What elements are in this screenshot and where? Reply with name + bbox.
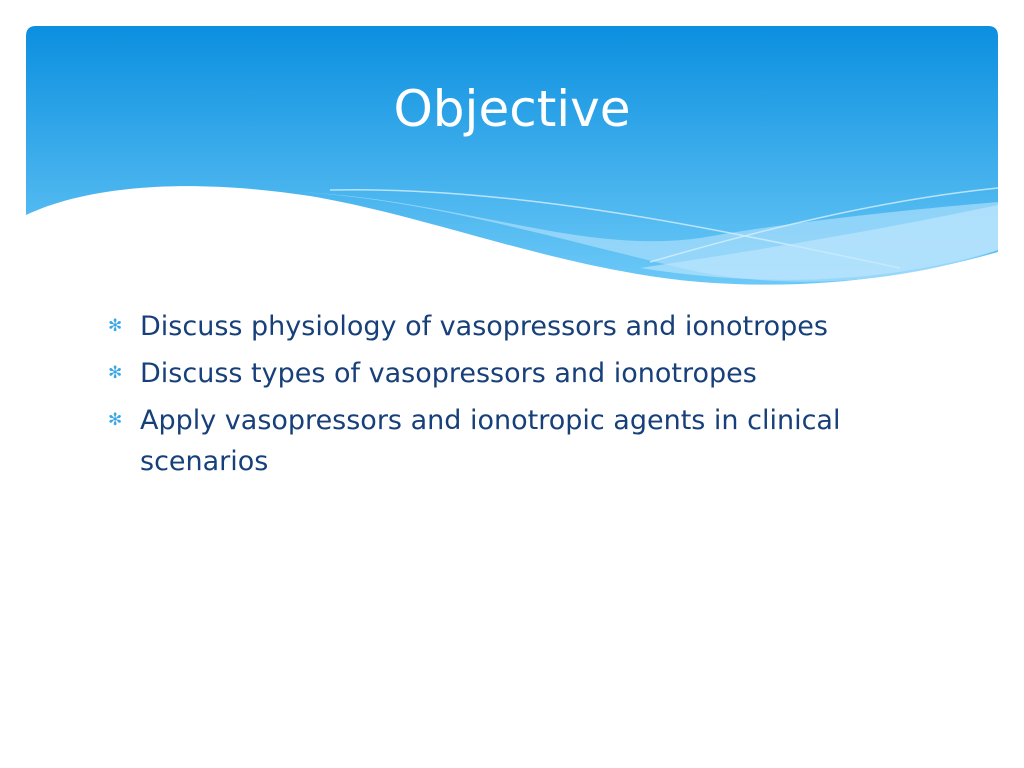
header-wave-banner [0, 0, 1024, 300]
bullet-text: Discuss physiology of vasopressors and ionotropes [140, 311, 828, 342]
asterisk-bullet-icon: ✻ [108, 316, 123, 336]
bullet-text: Apply vasopressors and ionotropic agents in clinical scenarios [140, 405, 841, 477]
list-item [108, 400, 908, 482]
asterisk-bullet-icon: ✻ [108, 363, 123, 383]
list-item [108, 306, 908, 347]
list-item [108, 353, 908, 394]
asterisk-bullet-icon: ✻ [108, 410, 123, 430]
slide-title: Objective [393, 80, 631, 138]
bullet-text: Discuss types of vasopressors and ionotropes [140, 358, 757, 389]
objectives-list [108, 306, 908, 488]
